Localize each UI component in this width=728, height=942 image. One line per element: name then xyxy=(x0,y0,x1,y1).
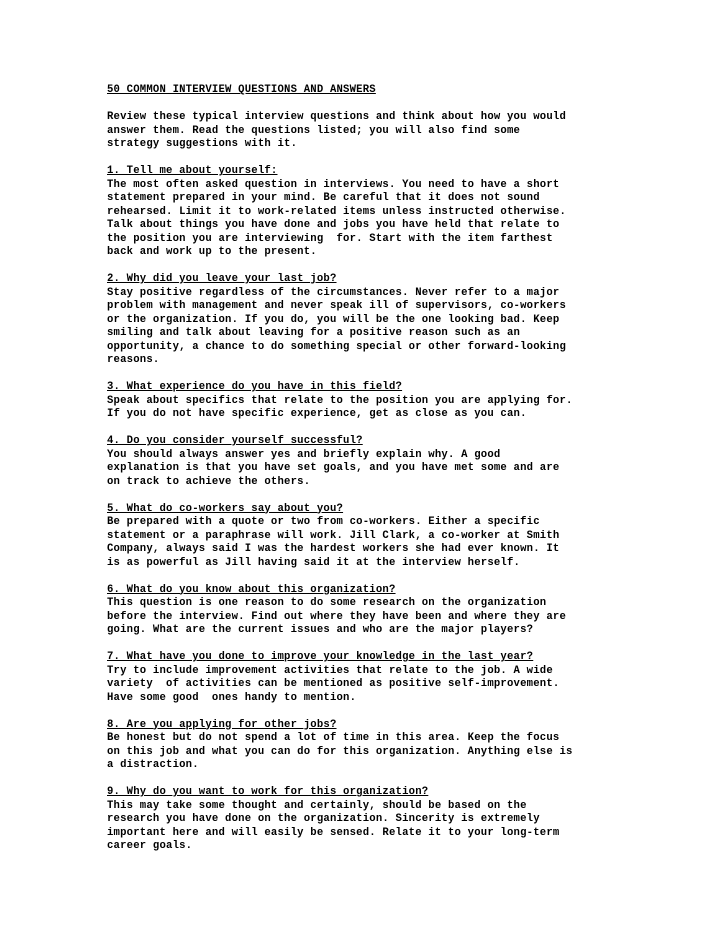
answer-line: is as powerful as Jill having said it at the interview herself. xyxy=(107,556,521,569)
answer-line: Try to include improvement activities that relate to the job. A wide xyxy=(107,664,553,677)
answer-line: career goals. xyxy=(107,840,193,852)
answer-line: statement or a paraphrase will work. Jill Clark, a co-worker at Smith xyxy=(107,529,560,542)
question-heading: 3. What experience do you have in this field? xyxy=(107,381,403,393)
answer-line: research you have done on the organization. Sincerity is extremely xyxy=(107,813,540,825)
intro-line: answer them. Read the questions listed; you will also find some xyxy=(107,124,521,137)
answer-line: or the organization. If you do, you will be the one looking bad. Keep xyxy=(107,313,560,326)
answer-line: important here and will easily be sensed. Relate it to your long-term xyxy=(107,826,560,839)
qa-item-9 xyxy=(107,786,622,854)
qa-item-7 xyxy=(107,651,622,705)
answer-line: Talk about things you have done and jobs you have held that relate to xyxy=(107,219,560,231)
qa-item-8 xyxy=(107,719,622,773)
answer-line: Be prepared with a quote or two from co-workers. Either a specific xyxy=(107,516,540,528)
answer-line: reasons. xyxy=(107,354,160,366)
answer-line: If you do not have specific experience, get as close as you can. xyxy=(107,408,527,420)
answer-line: Be honest but do not spend a lot of time in this area. Keep the focus xyxy=(107,732,560,744)
question-heading: 7. What have you done to improve your knowledge in the last year? xyxy=(107,651,534,663)
answer-line: You should always answer yes and briefly explain why. A good xyxy=(107,448,501,461)
answer-line: Have some good ones handy to mention. xyxy=(107,691,357,704)
answer-line: opportunity, a chance to do something special or other forward-looking xyxy=(107,340,567,353)
document-page xyxy=(107,84,622,867)
answer-line: smiling and talk about leaving for a positive reason such as an xyxy=(107,327,521,339)
answer-line: before the interview. Find out where they have been and where they are xyxy=(107,610,567,623)
answer-line: variety of activities can be mentioned as positive self-improvement. xyxy=(107,678,560,690)
answer-line: rehearsed. Limit it to work-related items unless instructed otherwise. xyxy=(107,205,567,218)
qa-item-2 xyxy=(107,273,622,368)
answer-line: Stay positive regardless of the circumstances. Never refer to a major xyxy=(107,286,560,299)
qa-item-6 xyxy=(107,584,622,638)
answer-line: This question is one reason to do some research on the organization xyxy=(107,597,547,609)
question-heading: 4. Do you consider yourself successful? xyxy=(107,435,363,447)
question-heading: 5. What do co-workers say about you? xyxy=(107,502,344,515)
answer-line: This may take some thought and certainly, should be based on the xyxy=(107,799,527,812)
answer-line: explanation is that you have set goals, and you have met some and are xyxy=(107,462,560,474)
question-heading: 8. Are you applying for other jobs? xyxy=(107,718,337,731)
question-heading: 2. Why did you leave your last job? xyxy=(107,273,337,285)
answer-line: a distraction. xyxy=(107,759,199,771)
question-heading: 6. What do you know about this organization? xyxy=(107,583,396,596)
question-heading: 9. Why do you want to work for this organization? xyxy=(107,786,429,798)
intro-line: Review these typical interview questions and think about how you would xyxy=(107,111,567,123)
answer-line: Company, always said I was the hardest workers she had ever known. It xyxy=(107,543,560,555)
answer-line: Speak about specifics that relate to the position you are applying for. xyxy=(107,394,573,407)
answer-line: back and work up to the present. xyxy=(107,246,317,258)
intro-line: strategy suggestions with it. xyxy=(107,138,298,150)
intro-paragraph xyxy=(107,111,622,152)
qa-item-3 xyxy=(107,381,622,422)
answer-line: the position you are interviewing for. Start with the item farthest xyxy=(107,232,553,245)
qa-item-4 xyxy=(107,435,622,489)
qa-item-1 xyxy=(107,165,622,260)
document-title: 50 COMMON INTERVIEW QUESTIONS AND ANSWERS xyxy=(107,84,376,96)
qa-item-5 xyxy=(107,503,622,571)
answer-line: on this job and what you can do for this organization. Anything else is xyxy=(107,745,573,758)
answer-line: problem with management and never speak ill of supervisors, co-workers xyxy=(107,300,567,312)
question-heading: 1. Tell me about yourself: xyxy=(107,165,278,177)
answer-line: statement prepared in your mind. Be careful that it does not sound xyxy=(107,192,540,204)
answer-line: on track to achieve the others. xyxy=(107,475,311,488)
answer-line: going. What are the current issues and who are the major players? xyxy=(107,624,534,636)
answer-line: The most often asked question in interviews. You need to have a short xyxy=(107,178,560,191)
